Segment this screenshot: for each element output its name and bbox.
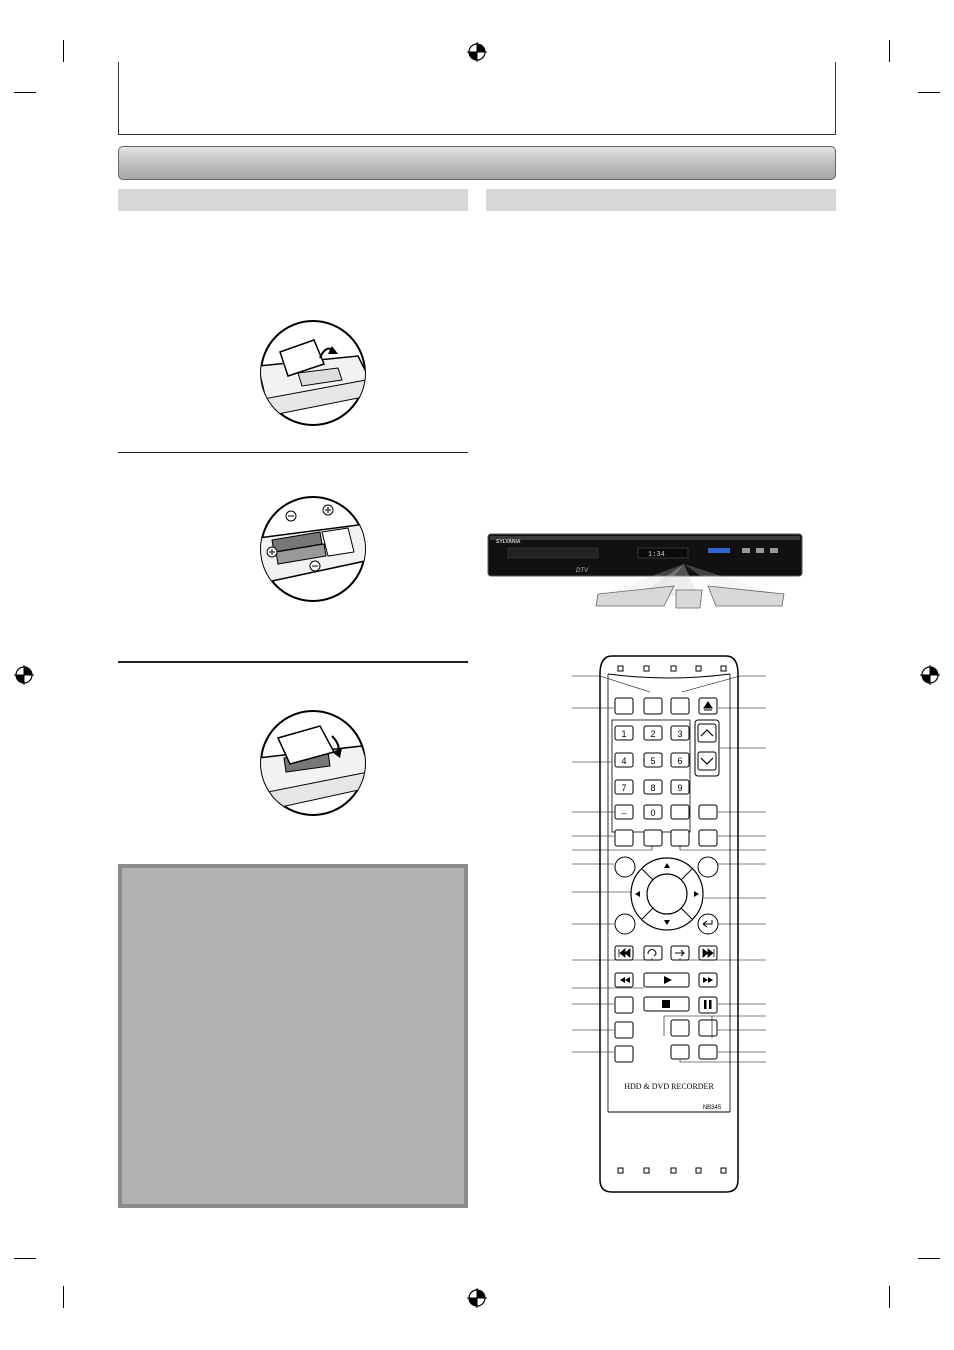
battery-cover-close-illustration [258,708,368,818]
battery-insert-illustration [258,494,368,604]
remote-control-illustration [560,652,770,1198]
battery-cover-open-illustration [258,318,368,428]
crop-mark [918,1258,940,1259]
keypad-key-8: 8 [650,783,656,793]
registration-mark-icon [920,665,940,685]
step-divider [118,661,468,663]
crop-mark [918,92,940,93]
keypad-key-2: 2 [650,729,656,739]
crop-mark [889,40,890,62]
header-frame [118,62,836,135]
crop-mark [14,1258,36,1259]
keypad-key-dash: – [621,808,627,818]
keypad-key-1: 1 [621,729,627,739]
section-header-left [118,189,468,211]
registration-mark-icon [467,1288,487,1308]
keypad-key-7: 7 [621,783,627,793]
remote-footer-label: HDD & DVD RECORDER [624,1082,714,1091]
front-display: 1:34 [648,551,665,559]
remote-model-code: NB345 [702,1105,722,1111]
dtv-logo: DTV [576,568,588,574]
keypad-key-5: 5 [650,756,656,766]
crop-mark [14,92,36,93]
front-panel-illustration [488,534,802,608]
registration-mark-icon [467,42,487,62]
keypad-key-6: 6 [677,756,683,766]
keypad-key-9: 9 [677,783,683,793]
crop-mark [63,40,64,62]
brand-label: SYLVANIA [496,539,521,545]
registration-mark-icon [14,665,34,685]
step-divider [118,452,468,453]
note-box [118,864,468,1208]
section-header-right [486,189,836,211]
keypad-key-4: 4 [621,756,627,766]
keypad-key-3: 3 [677,729,683,739]
chapter-banner [118,146,836,180]
crop-mark [63,1286,64,1308]
keypad-key-0: 0 [650,808,656,818]
crop-mark [889,1286,890,1308]
